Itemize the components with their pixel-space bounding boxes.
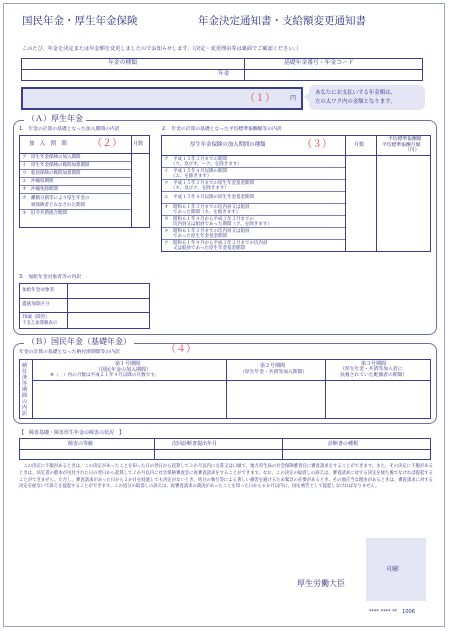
b-col3-sub2: 扶養されていた配偶者の期間）: [340, 373, 408, 378]
a2-row: ア 平成１５年３月までの期間 （ウ、及びオ、～ク、を除きます）: [162, 156, 345, 168]
a3-row-age70: 70歳（障害） 下支え加算額表示: [22, 315, 58, 326]
disability-col-date: 次回診断書提出年月: [172, 441, 218, 447]
a2-row: カ 昭和６１年４月から平成３年３月までの 坑内員又は船員であった期間（ク、を除きます）: [162, 216, 345, 228]
a2-row: キ 昭和６１年３月までの坑内員又は船員 であった厚生年金基金期間: [162, 228, 345, 240]
amount-yen: 円: [290, 95, 297, 102]
amount-box: [21, 87, 303, 110]
amount-note-line2: 左の太ワク内の金額となります。: [315, 99, 396, 105]
disability-col-grade: 障害の等級: [68, 441, 94, 447]
b-col2-title: 第２号期間: [260, 363, 286, 369]
form-title-left: 国民年金・厚生年金保険: [22, 15, 138, 27]
a2-row: オ 昭和６１年３月までの坑内員又は船員 であった期間（キ、を除きます）: [162, 204, 345, 216]
b-col1-note: ※（ ）内の月数は平成２１年４月以降の月数です。: [50, 373, 160, 378]
a1-row: ウ 船員保険の戦時加算期間: [20, 170, 131, 178]
a2-head-marker: （３）: [302, 139, 332, 150]
disability-table: [19, 438, 431, 460]
a2-rows: [162, 156, 345, 252]
a2-table: [161, 135, 431, 252]
a2-head-avg1: 平均標準報酬額: [388, 137, 422, 142]
a1-row: オ 沖縄免除期間: [20, 186, 131, 194]
b-col3-sub1: （厚生年金・共済等加入者に: [340, 367, 403, 372]
b-col1-title: 第１号期間: [115, 361, 141, 367]
amount-marker: （１）: [245, 93, 275, 104]
a3-row-survivor: 遺族加算区分: [22, 302, 50, 307]
a1-row: ア 厚生年金保険の加入期間: [20, 154, 131, 162]
a2-head-months: 月数: [354, 142, 365, 148]
b-sub-title: 年金の計算の基礎となった納付済期間等の内訳: [19, 350, 120, 355]
a1-head-marker: （２）: [92, 138, 122, 149]
a3-row-spouse: 加給年金対象者: [22, 288, 55, 293]
b-marker: （４）: [166, 344, 196, 355]
amount-note-line1: あなたにお支払いする年金額は、: [315, 90, 396, 96]
minister-name: 厚生労働大臣: [297, 579, 345, 588]
a1-table: [19, 135, 150, 228]
note-pointer-icon: [303, 93, 309, 101]
b-col2-sub: （厚生年金・共済等加入期間）: [240, 370, 308, 375]
form-code: **** **** ** 1006: [369, 609, 415, 615]
a3-table: [19, 283, 150, 329]
section-b-title: （Ｂ）国民年金（基礎年金）: [24, 338, 134, 346]
amount-note: [309, 85, 425, 110]
summary-col-kind: 年金の種類: [108, 60, 137, 66]
a2-head-kind: 厚生年金保険の加入期間の種類: [190, 142, 266, 148]
summary-col-code: 基礎年金番号・年金コード: [284, 60, 354, 66]
notice-form: [3, 3, 445, 627]
a1-title: 1. 年金の計算の基礎となった加入期間の内訳: [19, 127, 120, 132]
a2-row: ウ 平成１５年３月までの厚生年金基金期間 （キ、及びク、を除きます）: [162, 180, 345, 192]
a2-row: エ 平成１５年４月以降の厚生年金基金期間: [162, 192, 345, 204]
intro-text: このたび、年金を決定または年金額を変更しましたのでお知らせします。（決定・変更理由等は裏面でご確認ください。）: [22, 46, 302, 52]
a1-head-period: 加 入 期 間: [29, 141, 67, 147]
disability-col-kind: 診断書の種類: [328, 441, 359, 447]
a1-head-months: 月数: [133, 141, 144, 147]
seal-label: 印影: [387, 566, 400, 573]
summary-table: [21, 58, 423, 81]
b-col3-title: 第３号期間: [361, 361, 387, 367]
a1-row: キ 旧令共済組合期間: [22, 211, 67, 216]
a2-title: 2. 年金の計算の基礎となった平均標準報酬額等の内訳: [162, 127, 282, 132]
disability-title: 【 障害基礎・障害厚生年金の障害の状況 】: [19, 430, 125, 436]
a1-row: エ 沖縄県期間: [20, 178, 131, 186]
b-col1-sub: （国民年金の加入期間）: [96, 367, 152, 373]
summary-amount-unit: 年金: [218, 71, 230, 77]
a2-head-avg2: 平均標準報酬月額: [382, 143, 421, 148]
a2-head-avg3: （円）: [405, 148, 420, 153]
a3-title: 3. 加給年金対象者等の内訳: [19, 275, 82, 280]
appeal-paragraph: この決定に不服があるときは、この決定があったことを知った日の翌日から起算して３か月以内に文書又は口頭で、地方厚生局の社会保険審査官に審査請求をすることができます。また、その決定に不服があるときは、決定書の謄本が送付された日の翌日から起算して２か月以内に社会保険審査会に再審査請求をすることができます。なお、この決定の取消しの訴えは、審査請求に対する決定を経た後でなければ提起することができません。ただし、審査請求があった日から２か月を経過しても決定がないとき、処分の執行等による著しい損害を避けるため緊急の必要があるとき、その他正当な理由があるときは、審査請求に対する決定を経ないで訴えを提起することができます。この処分の取消しの訴えは、再審査請求の裁決があったことを知った日から６か月以内に、国を被告として提起しなければなりません。: [19, 464, 433, 490]
b-table: [19, 359, 431, 419]
official-seal: [366, 538, 426, 601]
section-a-title: （Ａ）厚生年金: [24, 115, 86, 123]
a2-row: イ 平成１５年４月以降の期間 （エ、を除きます）: [162, 168, 345, 180]
a1-row: イ 厚生年金保険の戦時加算期間: [20, 162, 131, 170]
form-title-right: 年金決定通知書・支給額変更通知書: [198, 15, 366, 27]
b-side-label: 納付済等期間の内訳: [22, 363, 28, 417]
a2-row: ク 昭和６１年４月から平成３年３月までの坑内員 又は船員であった厚生年金基金期間: [164, 240, 268, 251]
a1-rows: [20, 154, 131, 218]
a1-row: カ 離婚分割等により厚生年金の 被保険者とみなされた期間: [20, 194, 131, 210]
